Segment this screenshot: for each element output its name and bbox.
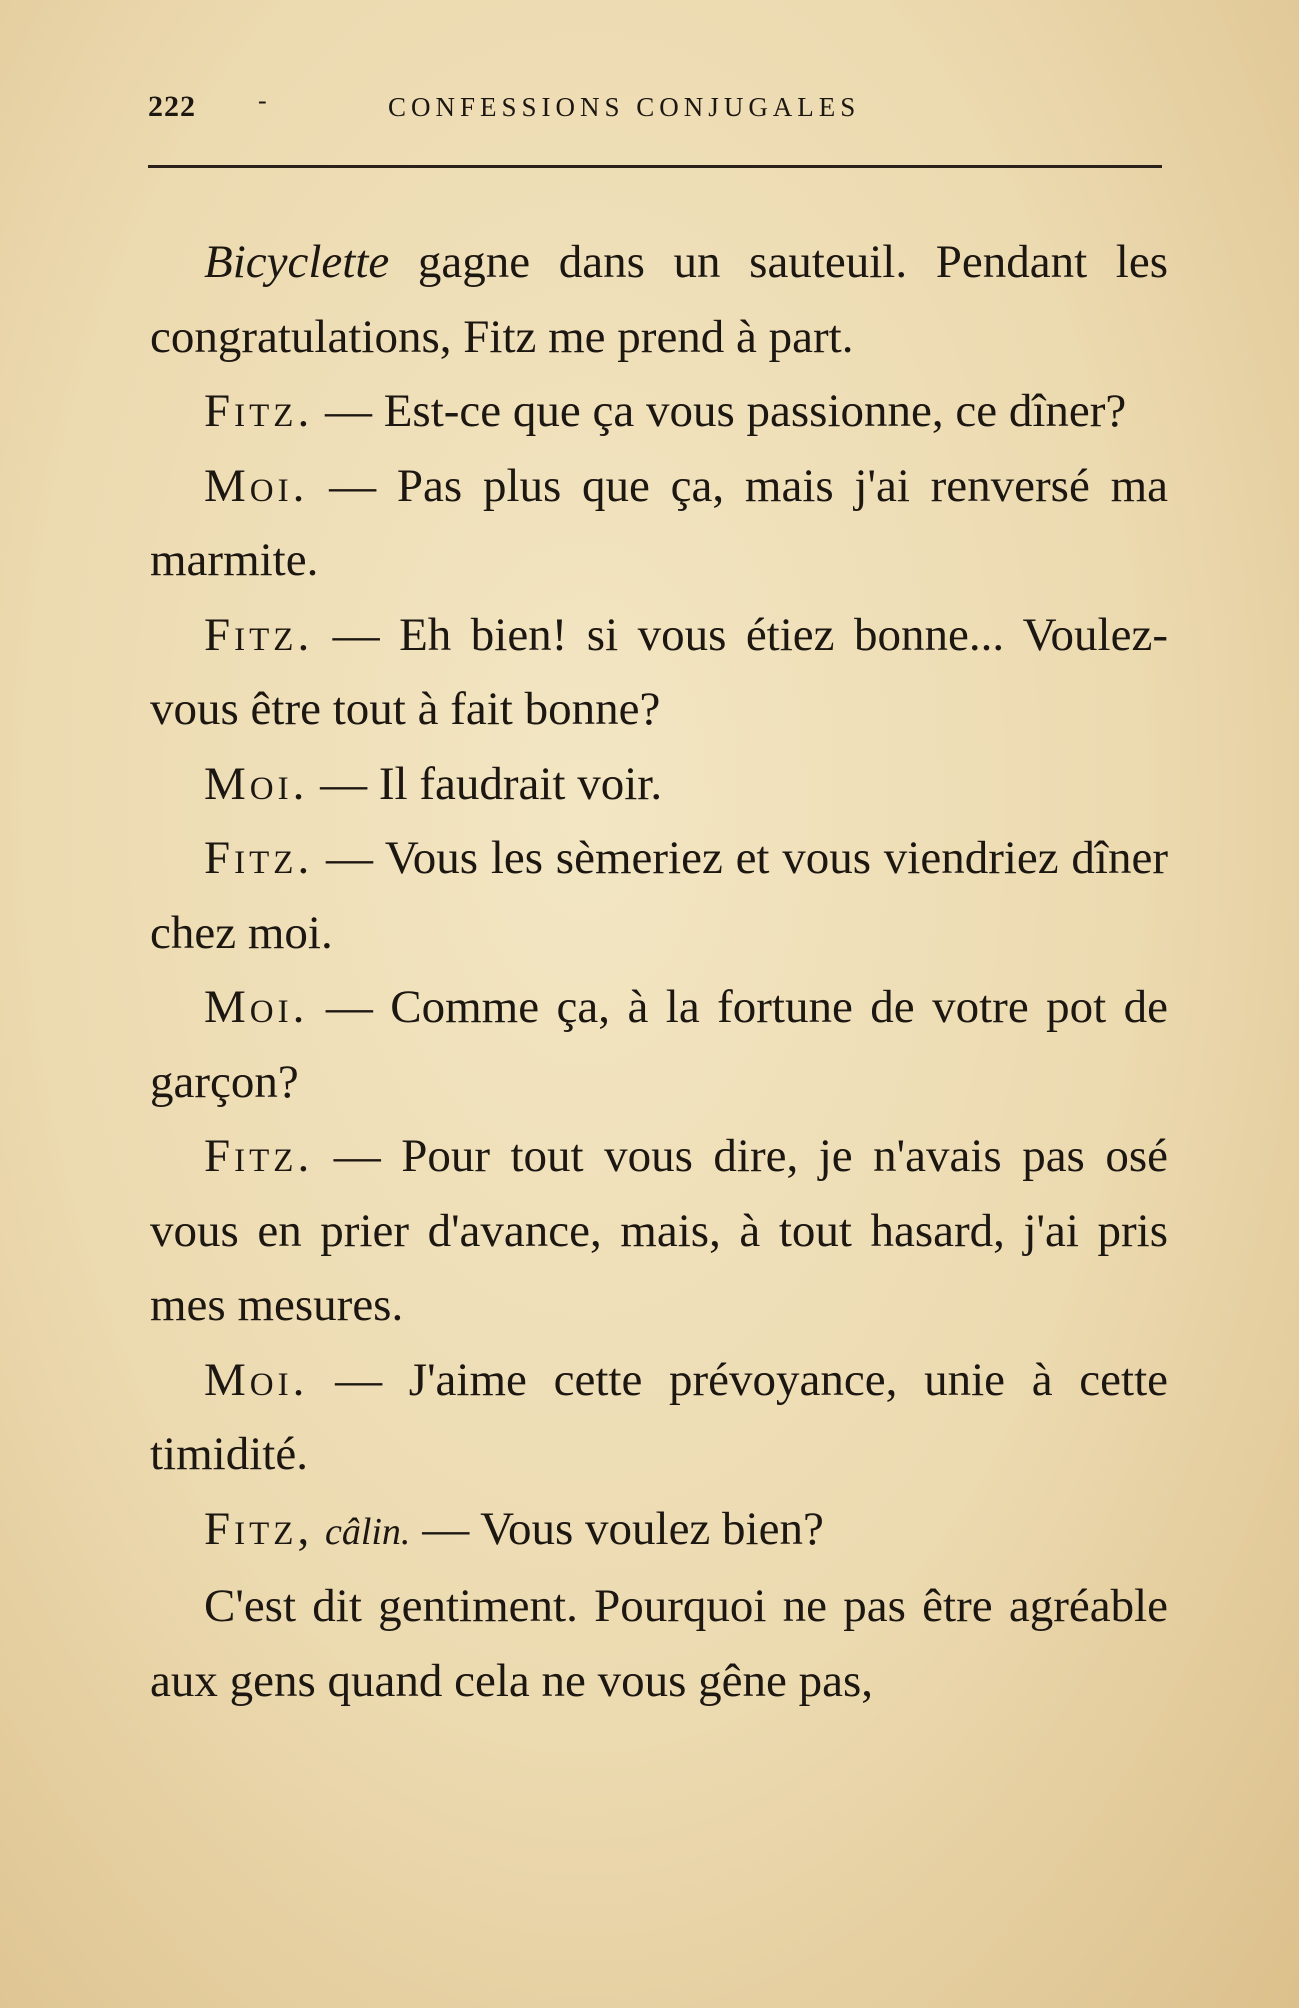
speaker-name: Fitz. <box>204 608 314 661</box>
dialogue-line <box>150 1343 1168 1492</box>
dialogue-text: — Est-ce que ça vous passionne, ce dîner? <box>313 385 1127 437</box>
speaker-name: Moi. <box>204 981 309 1033</box>
dialogue-text: — Comme ça, à la fortune de votre pot de garçon? <box>150 981 1168 1108</box>
running-title: CONFESSIONS CONJUGALES <box>388 92 861 122</box>
speaker-name: Fitz. <box>204 385 314 437</box>
dialogue-line <box>150 598 1168 747</box>
speaker-name: Fitz. <box>204 1130 314 1182</box>
paragraph-text: C'est dit gentiment. Pourquoi ne pas être agréable aux gens quand cela ne vous gêne pas, <box>150 1580 1168 1707</box>
dialogue-text: — Eh bien! si vous étiez bonne... Voulez-vous être tout à fait bonne? <box>150 608 1168 735</box>
paragraph <box>150 1569 1168 1718</box>
dialogue-text: — J'aime cette prévoyance, unie à cette timidité. <box>150 1353 1168 1480</box>
dialogue-text: — Pas plus que ça, mais j'ai renversé ma marmite. <box>150 459 1168 586</box>
paragraph <box>150 225 1168 374</box>
speaker-name: Moi. <box>204 459 309 512</box>
dialogue-line <box>150 1119 1168 1343</box>
dialogue-text: — Pour tout vous dire, je n'avais pas osé vous en prier d'avance, mais, à tout hasard, j'ai pris mes mesures. <box>150 1130 1168 1331</box>
dialogue-line <box>150 747 1168 822</box>
speaker-name: Fitz. <box>204 832 314 884</box>
page-number: 222 <box>148 90 196 123</box>
paragraph-text: gagne dans un sauteuil. Pendant les congratulations, Fitz me prend à part. <box>150 236 1168 363</box>
speaker-name: Moi. <box>204 757 309 810</box>
dialogue-text: — Vous voulez bien? <box>410 1502 824 1555</box>
dialogue-line <box>150 449 1168 598</box>
page-header <box>148 86 1160 130</box>
dialogue-line <box>150 1492 1168 1570</box>
header-rule <box>148 165 1162 168</box>
header-dash: - <box>258 86 267 115</box>
dialogue-line <box>150 970 1168 1119</box>
dialogue-text: — Vous les sèmeriez et vous viendriez dîner chez moi. <box>150 832 1168 959</box>
stage-direction: câlin. <box>324 1510 411 1553</box>
dialogue-text: — Il faudrait voir. <box>308 757 663 810</box>
body-text <box>150 225 1168 1718</box>
dialogue-line <box>150 374 1168 449</box>
dialogue-line <box>150 821 1168 970</box>
italic-word: Bicyclette <box>204 236 390 288</box>
speaker-name: Moi. <box>204 1353 309 1406</box>
speaker-name: Fitz, <box>204 1502 314 1555</box>
